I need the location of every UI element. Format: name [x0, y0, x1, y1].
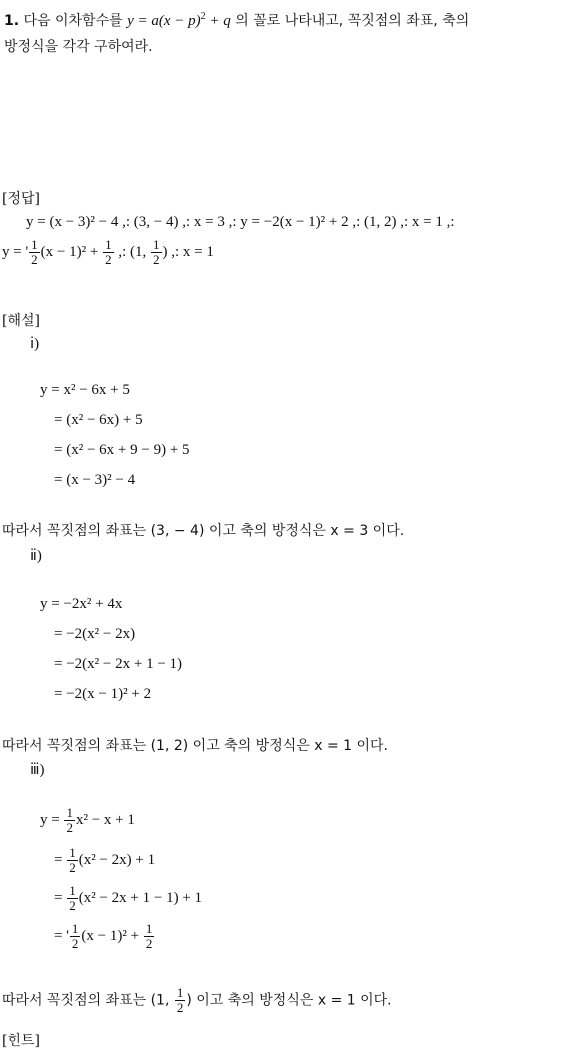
part-1-eq-4: = (x − 3)² − 4 [54, 472, 136, 488]
part-3-conclusion-a: 따라서 꼭짓점의 좌표는 (1, [2, 992, 174, 1009]
fraction-den: 2 [69, 860, 76, 875]
problem-text-rest: 의 꼴로 나타내고, 꼭짓점의 좌표, 축의 [230, 13, 470, 29]
part-3-eq-4-pre: = ' [54, 927, 69, 944]
part-1-eq-1: y = x² − 6x + 5 [40, 382, 130, 398]
part-3-conclusion-b: ) 이고 축의 방정식은 x = 1 이다. [186, 992, 392, 1009]
fraction-num: 1 [71, 921, 79, 936]
part-3-eq-1-pre: y = [40, 811, 64, 828]
answer-fraction-3-num: 1 [153, 237, 160, 252]
fraction-num: 1 [69, 845, 76, 860]
part-3-eq-1-fraction [64, 806, 75, 835]
answer-fraction-1-num: 1 [31, 237, 38, 252]
part-3-eq-4 [54, 922, 155, 951]
part-2-conclusion: 따라서 꼭짓점의 좌표는 (1, 2) 이고 축의 방정식은 x = 1 이다. [2, 738, 388, 754]
part-1-label: ⅰ) [30, 336, 40, 352]
answer-line-2 [2, 238, 214, 267]
part-3-eq-3-fraction [67, 884, 78, 913]
part-3-eq-1-post: x² − x + 1 [75, 811, 135, 828]
fraction-den: 2 [66, 820, 73, 835]
fraction-den: 2 [145, 936, 153, 951]
part-3-eq-4-fraction-1 [70, 922, 81, 951]
explanation-header: [해설] [2, 313, 40, 329]
fraction-den: 2 [176, 1000, 184, 1015]
part-1-eq-2: = (x² − 6x) + 5 [54, 412, 143, 428]
part-3-label: ⅲ) [30, 762, 45, 778]
answer-fraction-2-den: 2 [105, 252, 112, 267]
answer-fraction-3 [151, 238, 162, 267]
problem-number: 1. [4, 13, 20, 29]
hint-header: [힌트] [2, 1033, 40, 1049]
part-3-eq-3-pre: = [54, 889, 67, 906]
fraction-num: 1 [145, 921, 153, 936]
part-3-eq-2-fraction [67, 846, 78, 875]
part-3-conclusion-fraction [175, 986, 186, 1015]
part-3-eq-2 [54, 846, 155, 875]
problem-formula-tail: + q [205, 13, 231, 29]
answer-text-c: ,: (1, [114, 243, 150, 260]
answer-header: [정답] [2, 191, 40, 207]
part-3-eq-3 [54, 884, 202, 913]
part-2-eq-4: = −2(x − 1)² + 2 [54, 686, 152, 702]
part-2-label: ⅱ) [30, 548, 42, 564]
problem-text: 다음 이차함수를 [23, 13, 128, 29]
answer-fraction-2 [103, 238, 114, 267]
part-3-eq-2-post: (x² − 2x) + 1 [78, 851, 156, 868]
answer-fraction-3-den: 2 [153, 252, 160, 267]
answer-text-a: y = ' [2, 243, 29, 260]
part-1-conclusion: 따라서 꼭짓점의 좌표는 (3, − 4) 이고 축의 방정식은 x = 3 이다. [2, 523, 405, 539]
part-3-conclusion [2, 986, 392, 1015]
fraction-num: 1 [69, 883, 76, 898]
problem-line-2: 방정식을 각각 구하여라. [4, 39, 153, 55]
part-2-eq-2: = −2(x² − 2x) [54, 626, 136, 642]
answer-fraction-1 [29, 238, 40, 267]
fraction-den: 2 [71, 936, 79, 951]
answer-line-1: y = (x − 3)² − 4 ,: (3, − 4) ,: x = 3 ,: y = −2(x − 1)² + 2 ,: (1, 2) ,: x = 1 ,: [26, 214, 455, 230]
part-3-eq-4-mid: (x − 1)² + [81, 927, 143, 944]
answer-fraction-1-den: 2 [31, 252, 38, 267]
part-3-eq-3-post: (x² − 2x + 1 − 1) + 1 [78, 889, 203, 906]
answer-text-b: (x − 1)² + [40, 243, 103, 260]
part-2-eq-3: = −2(x² − 2x + 1 − 1) [54, 656, 183, 672]
part-3-eq-1 [40, 806, 135, 835]
part-1-eq-3: = (x² − 6x + 9 − 9) + 5 [54, 442, 190, 458]
fraction-num: 1 [176, 985, 184, 1000]
answer-text-d: ) ,: x = 1 [162, 243, 214, 260]
problem-formula: y = a(x − p) [127, 13, 201, 29]
fraction-num: 1 [66, 805, 73, 820]
problem-line-1 [4, 10, 469, 30]
answer-fraction-2-num: 1 [105, 237, 112, 252]
part-3-eq-2-pre: = [54, 851, 67, 868]
part-2-eq-1: y = −2x² + 4x [40, 596, 123, 612]
problem-formula-exponent: 2 [200, 11, 206, 22]
fraction-den: 2 [69, 898, 76, 913]
part-3-eq-4-fraction-2 [144, 922, 155, 951]
